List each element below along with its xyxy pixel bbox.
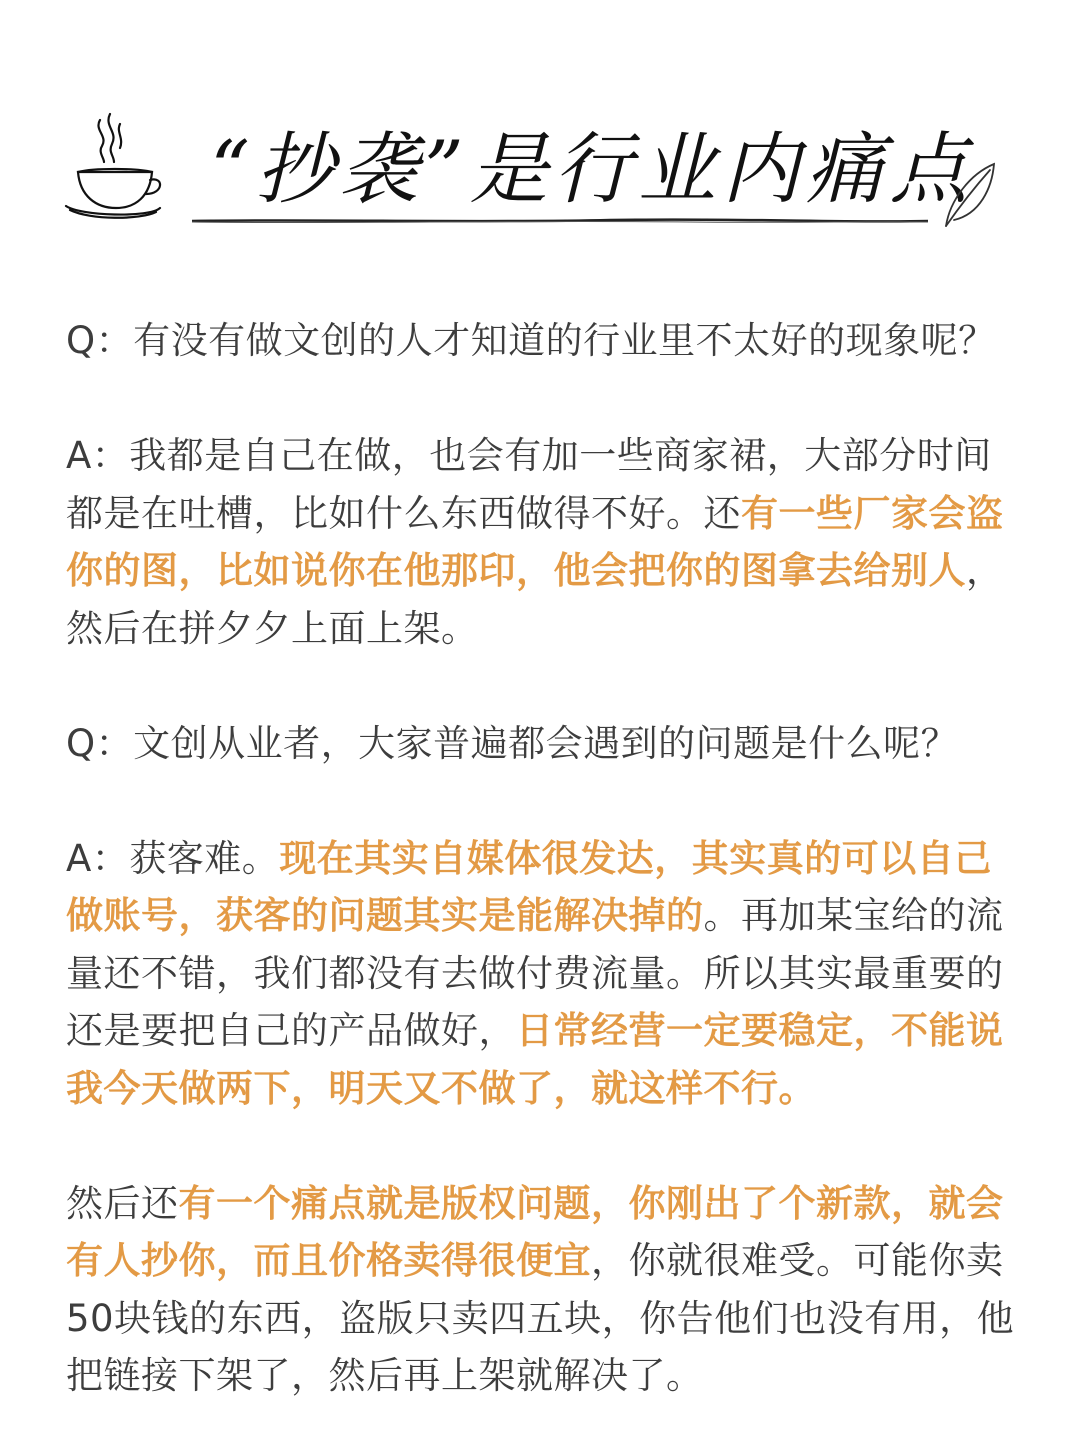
question-1: Q：有没有做文创的人才知道的行业里不太好的现象呢？ (66, 319, 996, 362)
answer-1: A：我都是自己在做，也会有加一些商家裙，大部分时间都是在吐槽，比如什么东西做得不好。还有一些厂家会盗你的图，比如说你在他那印，他会把你的图拿去给别人，然后在拼夕夕上面上架。 (66, 434, 1004, 650)
page-title: “抄袭”是行业内痛点 (210, 125, 974, 215)
answer-2: A：获客难。现在其实自媒体很发达，其实真的可以自己做账号，获客的问题其实是能解决掉的。再加某宝给的流量还不错，我们都没有去做付费流量。所以其实最重要的还是要把自己的产品做好，日常经营一定要稳定，不能说我今天做两下，明天又不做了，就这样不行。 (66, 836, 1004, 1110)
article-body (66, 312, 1016, 1405)
coffee-cup-icon (60, 110, 170, 220)
question-2: Q：文创从业者，大家普遍都会遇到的问题是什么呢？ (66, 721, 959, 765)
highlight-text: 日常经营一定要稳定，不能说我今天做两下，明天又不做了，就这样不行。 (66, 1009, 1004, 1110)
highlight-text: 有一个痛点就是版权问题，你刚出了个新款，就会有人抄你，而且价格卖得很便宜 (66, 1181, 1004, 1282)
highlight-text: 现在其实自媒体很发达，其实真的可以自己做账号，获客的问题其实是能解决掉的 (66, 836, 992, 937)
paragraph-3: 然后还有一个痛点就是版权问题，你刚出了个新款，就会有人抄你，而且价格卖得很便宜，你就很难受。可能你卖50块钱的东西，盗版只卖四五块，你告他们也没有用，他把链接下架了，然后再上架就解决了。 (66, 1181, 1015, 1397)
leaf-icon (940, 160, 1000, 230)
title-underline (190, 218, 930, 224)
header (0, 90, 1080, 240)
highlight-text: 有一些厂家会盗你的图，比如说你在他那印，他会把你的图拿去给别人 (66, 491, 1004, 592)
